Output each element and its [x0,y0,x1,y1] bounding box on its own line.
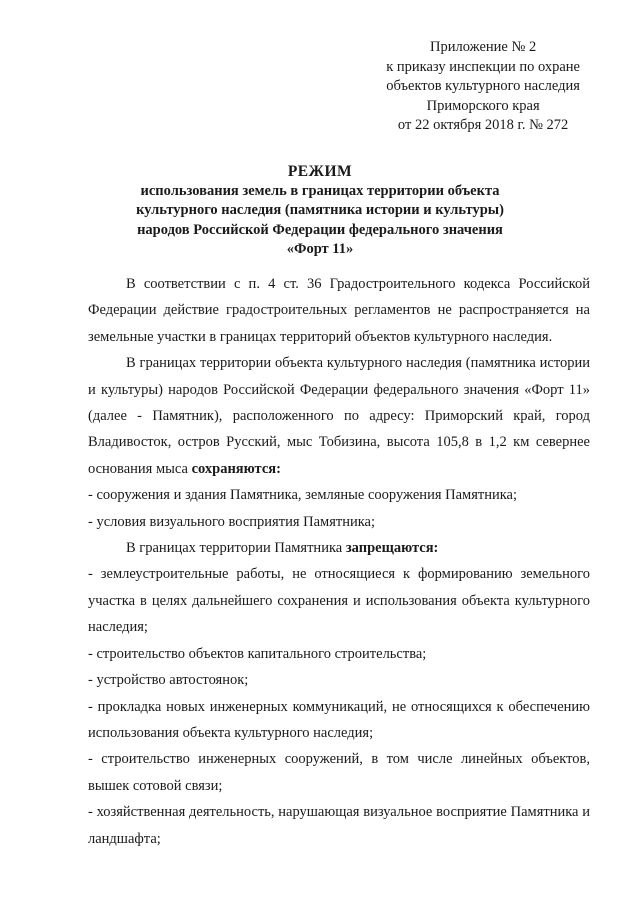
list-item-prohibited-4: - прокладка новых инженерных коммуникаций, не относящихся к обеспечению использования объекта культурного наследия; [88,698,590,741]
appendix-header [386,38,580,136]
appendix-order-ref: к приказу инспекции по охране [386,58,580,75]
appendix-order-ref-2: объектов культурного наследия [386,78,580,94]
document-heading [100,162,540,260]
list-item-prohibited-3: - устройство автостоянок; [88,672,249,689]
paragraph-3 [88,535,590,561]
heading-line-1: использования земель в границах территории объекта [140,182,500,199]
appendix-date-number: от 22 октября 2018 г. № 272 [397,117,569,133]
heading-line-4: «Форт 11» [286,241,354,257]
list-item-prohibited-1: - землеустроительные работы, не относящиеся к формированию земельного участка в целях дальнейшего сохранения и использования объекта культурного наследия; [88,566,590,636]
paragraph-2-text: В границах территории объекта культурного наследия (памятника истории и культуры) народов Российской Федерации федерального значения «Форт 11» (далее - Памятник), расположенного по адресу: Приморский край, город Владивосток, остров Русский, мыс Тобизина, высота 105,8 в 1,2 км севернее основания мыса [88,355,590,477]
appendix-number: Приложение № 2 [430,39,537,55]
list-item-preserved-2: - условия визуального восприятия Памятника; [88,513,376,530]
appendix-region: Приморского края [426,97,540,114]
list-item-prohibited-2: - строительство объектов капитального строительства; [88,645,427,662]
document-title: РЕЖИМ [287,163,353,180]
heading-line-3: народов Российской Федерации федерального значения [137,221,503,238]
paragraph-2-keyword: сохраняются: [191,460,281,477]
paragraph-3-text: В границах территории Памятника [126,540,346,557]
heading-line-2: культурного наследия (памятника истории и культуры) [136,202,504,218]
paragraph-1: В соответствии с п. 4 ст. 36 Градостроительного кодекса Российской Федерации действие градостроительных регламентов не распространяется на земельные участки в границах территорий объектов культурного наследия. [88,276,590,345]
paragraph-3-keyword: запрещаются: [345,540,439,557]
list-item-prohibited-5: - строительство инженерных сооружений, в том числе линейных объектов, вышек сотовой связи; [88,751,590,794]
paragraph-2 [88,350,590,482]
list-item-prohibited-6: - хозяйственная деятельность, нарушающая визуальное восприятие Памятника и ландшафта; [88,804,590,847]
document-body [88,271,590,852]
list-item-preserved-1: - сооружения и здания Памятника, земляные сооружения Памятника; [88,487,518,504]
